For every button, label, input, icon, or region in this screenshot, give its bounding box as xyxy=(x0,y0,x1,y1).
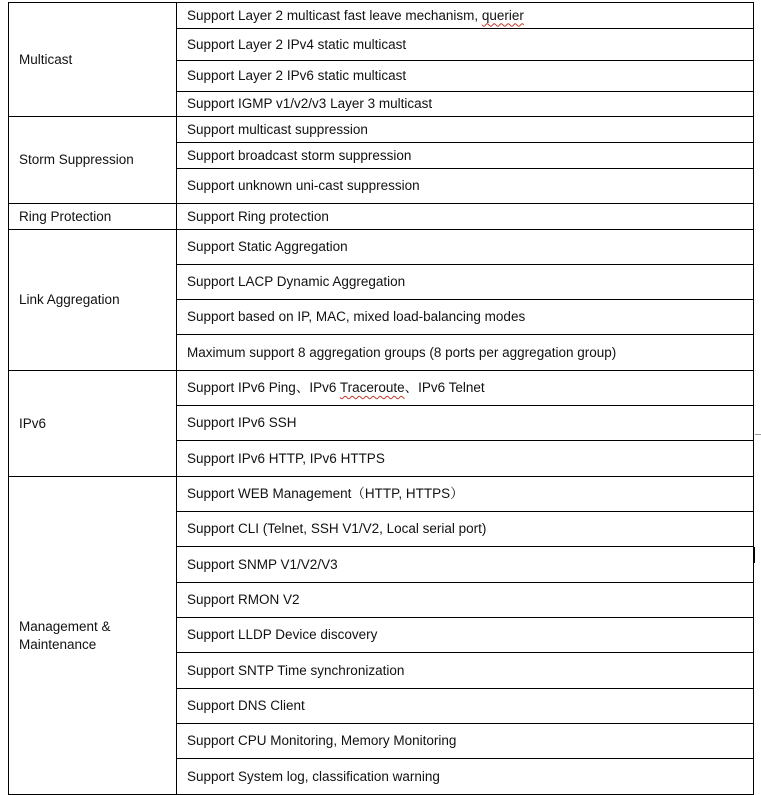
feature-text: Support Layer 2 IPv4 static multicast xyxy=(187,36,407,52)
feature-cell xyxy=(177,265,754,300)
category-cell: Storm Suppression xyxy=(9,117,177,204)
feature-text: Support unknown uni-cast suppression xyxy=(187,178,420,193)
feature-cell xyxy=(177,653,754,689)
feature-cell xyxy=(177,335,754,371)
feature-cell xyxy=(177,512,754,547)
feature-cell xyxy=(177,169,754,204)
feature-text: Support IPv6 Ping、IPv6 xyxy=(187,380,340,395)
feature-text: 、IPv6 Telnet xyxy=(404,380,485,395)
feature-cell xyxy=(177,583,754,618)
feature-text: Support Layer 2 multicast fast leave mechanism, xyxy=(187,7,482,23)
feature-row xyxy=(9,371,754,406)
feature-row xyxy=(9,230,754,265)
feature-text: Support CPU Monitoring, Memory Monitoring xyxy=(187,733,457,748)
feature-cell xyxy=(177,300,754,335)
feature-text: Support DNS Client xyxy=(187,698,305,713)
edge-tick-mark xyxy=(755,434,761,435)
spellcheck-flagged-word: querier xyxy=(481,7,524,23)
feature-cell xyxy=(177,204,754,230)
feature-cell xyxy=(177,724,754,759)
feature-cell xyxy=(177,3,754,29)
feature-text: Support SNMP V1/V2/V3 xyxy=(187,556,338,572)
feature-cell xyxy=(177,441,754,477)
feature-row xyxy=(9,204,754,230)
feature-cell xyxy=(177,689,754,724)
spellcheck-flagged-word: Traceroute xyxy=(339,380,405,395)
feature-cell xyxy=(177,759,754,795)
feature-cell xyxy=(177,92,754,117)
category-cell: Ring Protection xyxy=(9,204,177,230)
feature-cell xyxy=(177,143,754,169)
feature-cell xyxy=(177,61,754,92)
feature-cell xyxy=(177,371,754,406)
feature-text: Support CLI (Telnet, SSH V1/V2, Local serial port) xyxy=(187,521,487,536)
feature-row xyxy=(9,3,754,29)
feature-text: Support WEB Management（HTTP, HTTPS） xyxy=(187,486,464,501)
feature-cell xyxy=(177,477,754,512)
category-cell: Management & Maintenance xyxy=(9,477,177,795)
category-cell: Link Aggregation xyxy=(9,230,177,371)
feature-text: Support LACP Dynamic Aggregation xyxy=(187,274,406,289)
feature-text: Support Layer 2 IPv6 static multicast xyxy=(187,68,407,83)
feature-row xyxy=(9,477,754,512)
feature-spec-table xyxy=(8,2,754,795)
feature-text: Support IGMP v1/v2/v3 Layer 3 multicast xyxy=(187,96,433,111)
feature-row xyxy=(9,117,754,143)
feature-cell xyxy=(177,618,754,653)
feature-text: Maximum support 8 aggregation groups (8 ports per aggregation group) xyxy=(187,344,617,360)
feature-cell xyxy=(177,547,754,583)
feature-text: Support based on IP, MAC, mixed load-balancing modes xyxy=(187,309,526,324)
feature-cell xyxy=(177,29,754,61)
feature-cell xyxy=(177,230,754,265)
feature-text: Support broadcast storm suppression xyxy=(187,147,412,163)
feature-text: Support IPv6 HTTP, IPv6 HTTPS xyxy=(187,450,385,466)
feature-cell xyxy=(177,117,754,143)
feature-text: Support System log, classification warning xyxy=(187,768,440,784)
feature-text: Support multicast suppression xyxy=(187,121,368,137)
category-cell: Multicast xyxy=(9,3,177,117)
feature-cell xyxy=(177,406,754,441)
feature-text: Support SNTP Time synchronization xyxy=(187,662,405,678)
text-cursor-mark xyxy=(753,547,755,563)
feature-spec-body xyxy=(9,3,754,795)
feature-text: Support Static Aggregation xyxy=(187,239,348,254)
feature-text: Support LLDP Device discovery xyxy=(187,627,378,642)
category-cell: IPv6 xyxy=(9,371,177,477)
feature-text: Support Ring protection xyxy=(187,208,329,224)
feature-text: Support IPv6 SSH xyxy=(187,415,297,430)
feature-text: Support RMON V2 xyxy=(187,592,300,607)
